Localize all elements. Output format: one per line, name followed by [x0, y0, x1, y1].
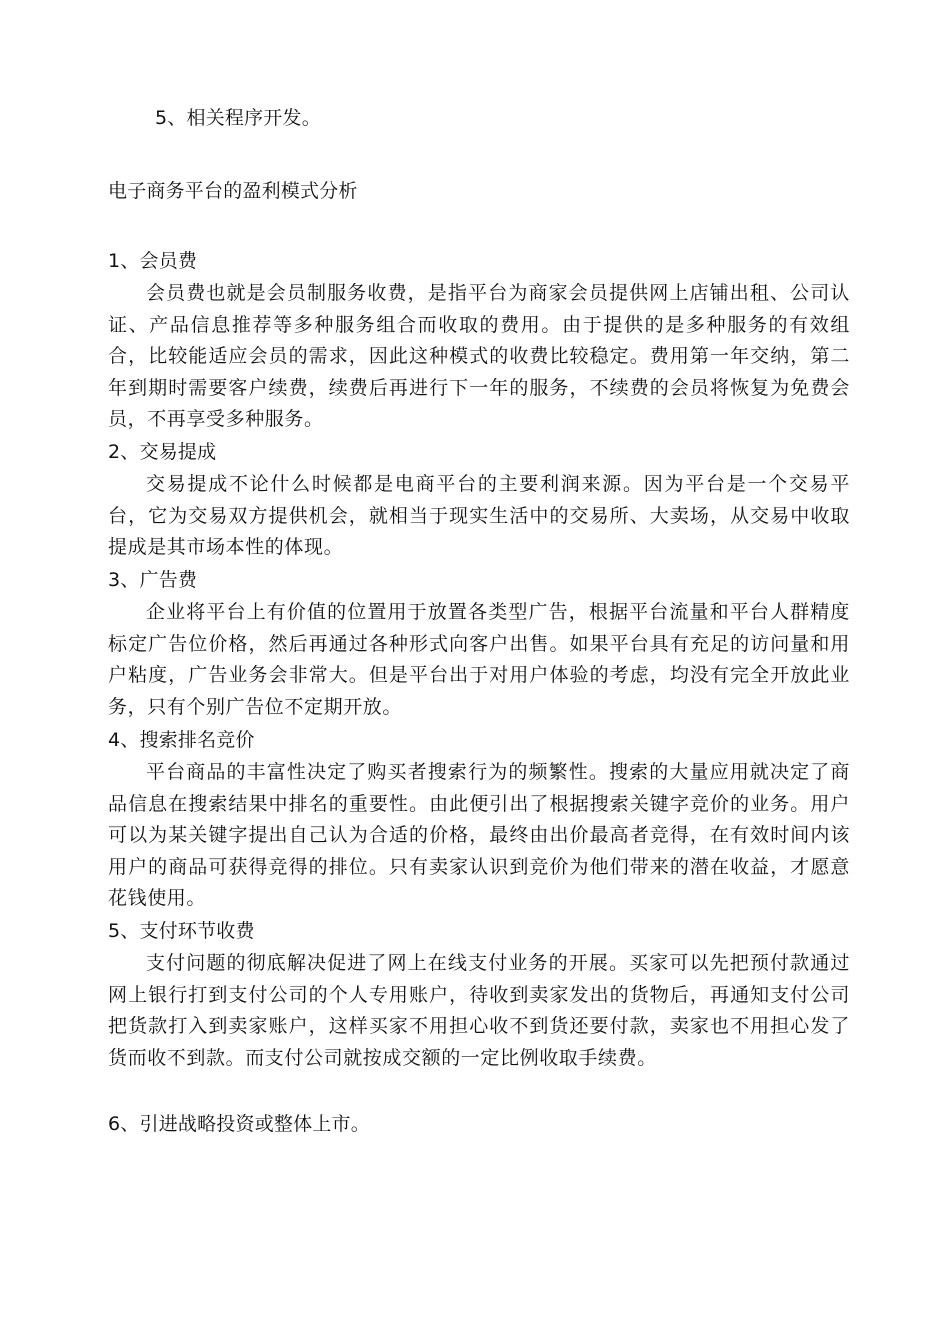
section-heading-advertising-fee: 3、广告费: [108, 569, 198, 591]
section-body-transaction-commission: 交易提成不论什么时候都是电商平台的主要利润来源。因为平台是一个交易平台，它为交易双方提供机会，就相当于现实生活中的交易所、大卖场，从交易中收取提成是其市场本性的体现。: [108, 473, 850, 559]
section-body-advertising-fee: 企业将平台上有价值的位置用于放置各类型广告，根据平台流量和平台人群精度标定广告位价格，然后再通过各种形式向客户出售。如果平台具有充足的访问量和用户粘度，广告业务会非常大。但是平台出于对用户体验的考虑，均没有完全开放此业务，只有个别广告位不定期开放。: [108, 601, 850, 718]
closing-list-item: 6、引进战略投资或整体上市。: [108, 1113, 370, 1135]
section-heading-payment-fee: 5、支付环节收费: [108, 920, 255, 942]
section-body-search-ranking-bid: 平台商品的丰富性决定了购买者搜索行为的频繁性。搜索的大量应用就决定了商品信息在搜索结果中排名的重要性。由此便引出了根据搜索关键字竞价的业务。用户可以为某关键字提出自己认为合适的价格，最终由出价最高者竞得，在有效时间内该用户的商品可获得竞得的排位。只有卖家认识到竞价为他们带来的潜在收益，才愿意花钱使用。: [108, 761, 850, 910]
section-heading-membership-fee: 1、会员费: [108, 250, 198, 272]
intro-list-item: 5、相关程序开发。: [155, 107, 321, 129]
section-body-membership-fee: 会员费也就是会员制服务收费，是指平台为商家会员提供网上店铺出租、公司认证、产品信息推荐等多种服务组合而收取的费用。由于提供的是多种服务的有效组合，比较能适应会员的需求，因此这种模式的收费比较稳定。费用第一年交纳，第二年到期时需要客户续费，续费后再进行下一年的服务，不续费的会员将恢复为免费会员，不再享受多种服务。: [108, 282, 850, 431]
section-heading-transaction-commission: 2、交易提成: [108, 441, 217, 463]
document-title: 电子商务平台的盈利模式分析: [108, 180, 358, 202]
section-body-payment-fee: 支付问题的彻底解决促进了网上在线支付业务的开展。买家可以先把预付款通过网上银行打到支付公司的个人专用账户，待收到卖家发出的货物后，再通知支付公司把货款打入到卖家账户，这样买家不用担心收不到货还要付款，卖家也不用担心发了货而收不到款。而支付公司就按成交额的一定比例收取手续费。: [108, 952, 850, 1069]
section-heading-search-ranking-bid: 4、搜索排名竞价: [108, 729, 255, 751]
